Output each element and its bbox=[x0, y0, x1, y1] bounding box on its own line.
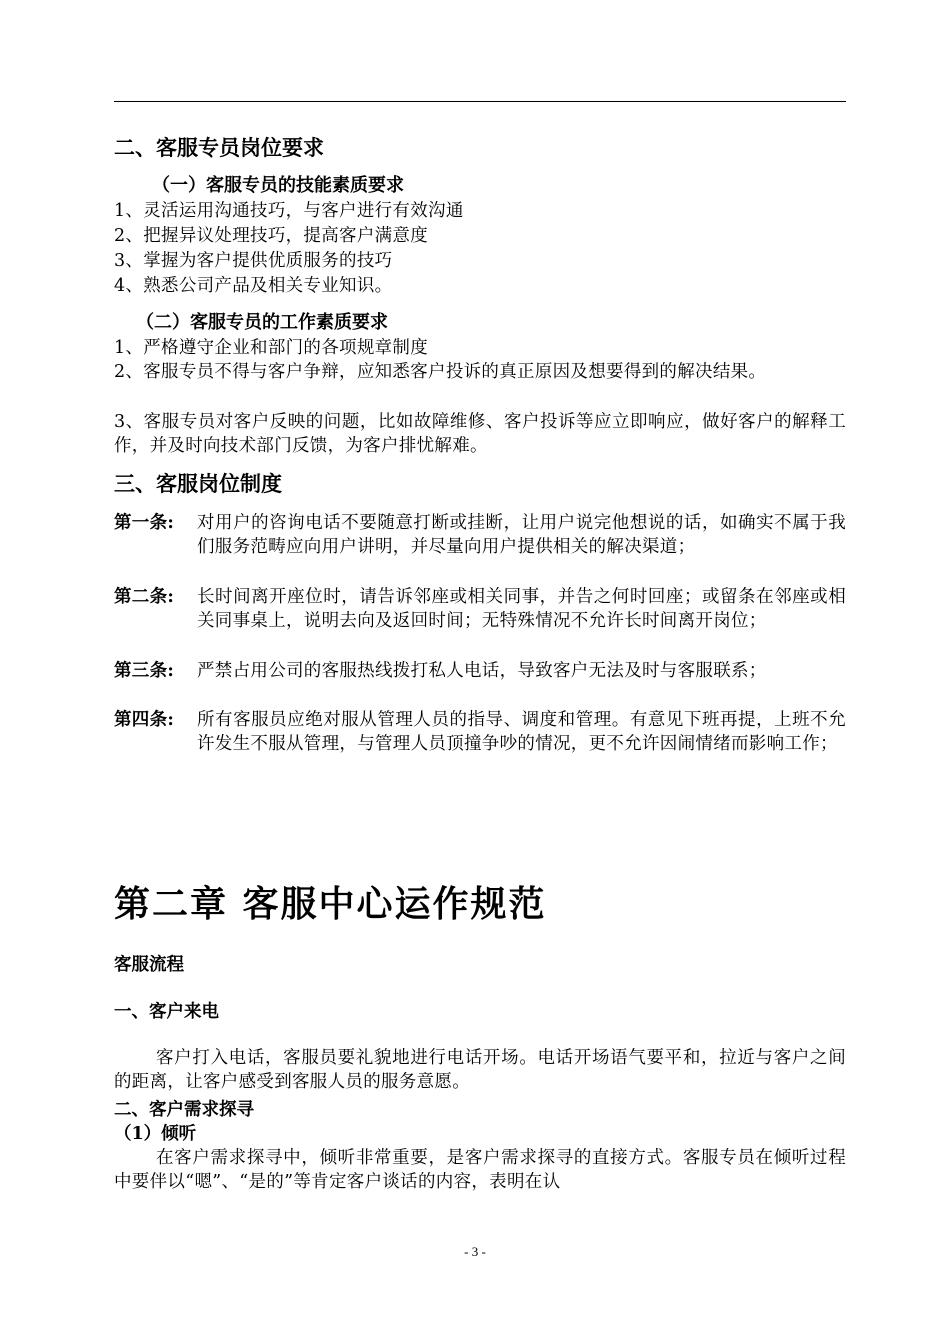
page-number: - 3 - bbox=[464, 1244, 486, 1259]
listening-paragraph: 在客户需求探寻中，倾听非常重要，是客户需求探寻的直接方式。客服专员在倾听过程中要伴以“嗯”、“是的”等肯定客户谈话的内容，表明在认 bbox=[114, 1148, 846, 1192]
article-label: 第二条: bbox=[114, 587, 175, 607]
subsection-2-title: （二）客服专员的工作素质要求 bbox=[136, 312, 388, 333]
article-text: 对用户的咨询电话不要随意打断或挂断，让用户说完他想说的话，如确实不属于我们服务范畴应向用户讲明，并尽量向用户提供相关的解决渠道； bbox=[197, 513, 846, 557]
article-text: 长时间离开座位时，请告诉邻座或相关同事，并告之何时回座；或留条在邻座或相关同事桌上，说明去向及返回时间；无特殊情况不允许长时间离开岗位； bbox=[197, 587, 846, 631]
header-rule bbox=[114, 101, 846, 102]
article-1 bbox=[114, 511, 846, 559]
article-4 bbox=[114, 708, 846, 756]
article-label: 第三条: bbox=[114, 661, 175, 681]
list-item: 1、严格遵守企业和部门的各项规章制度 bbox=[114, 338, 429, 358]
list-item: 3、客服专员对客户反映的问题，比如故障维修、客户投诉等应立即响应，做好客户的解释工作，并及时向技术部门反馈，为客户排忧解难。 bbox=[114, 412, 846, 456]
article-label: 第四条: bbox=[114, 710, 175, 730]
article-label: 第一条: bbox=[114, 513, 175, 533]
list-item: 1、灵活运用沟通技巧，与客户进行有效沟通 bbox=[114, 201, 464, 221]
section-incoming-call-title: 一、客户来电 bbox=[114, 1002, 219, 1022]
listening-subtitle: （1）倾听 bbox=[114, 1124, 197, 1144]
section-2-title: 二、客服专员岗位要求 bbox=[114, 135, 324, 160]
article-2 bbox=[114, 585, 846, 633]
chapter-title: 第二章 客服中心运作规范 bbox=[114, 883, 547, 925]
list-item: 2、把握异议处理技巧，提高客户满意度 bbox=[114, 226, 429, 246]
section-3-title: 三、客服岗位制度 bbox=[114, 471, 282, 496]
article-text: 所有客服员应绝对服从管理人员的指导、调度和管理。有意见下班再提，上班不允许发生不服从管理，与管理人员顶撞争吵的情况，更不允许因闹情绪而影响工作； bbox=[197, 710, 846, 754]
list-item: 3、掌握为客户提供优质服务的技巧 bbox=[114, 251, 393, 271]
list-item: 4、熟悉公司产品及相关专业知识。 bbox=[114, 276, 393, 296]
list-item: 2、客服专员不得与客户争辩，应知悉客户投诉的真正原因及想要得到的解决结果。 bbox=[114, 362, 767, 382]
section-needs-title: 二、客户需求探寻 bbox=[114, 1100, 254, 1120]
flow-title: 客服流程 bbox=[114, 955, 184, 975]
subsection-1-title: （一）客服专员的技能素质要求 bbox=[152, 175, 404, 196]
article-3 bbox=[114, 659, 846, 683]
article-text: 严禁占用公司的客服热线拨打私人电话，导致客户无法及时与客服联系； bbox=[197, 661, 767, 681]
incoming-call-paragraph: 客户打入电话，客服员要礼貌地进行电话开场。电话开场语气要平和，拉近与客户之间的距离，让客户感受到客服人员的服务意愿。 bbox=[114, 1048, 846, 1092]
